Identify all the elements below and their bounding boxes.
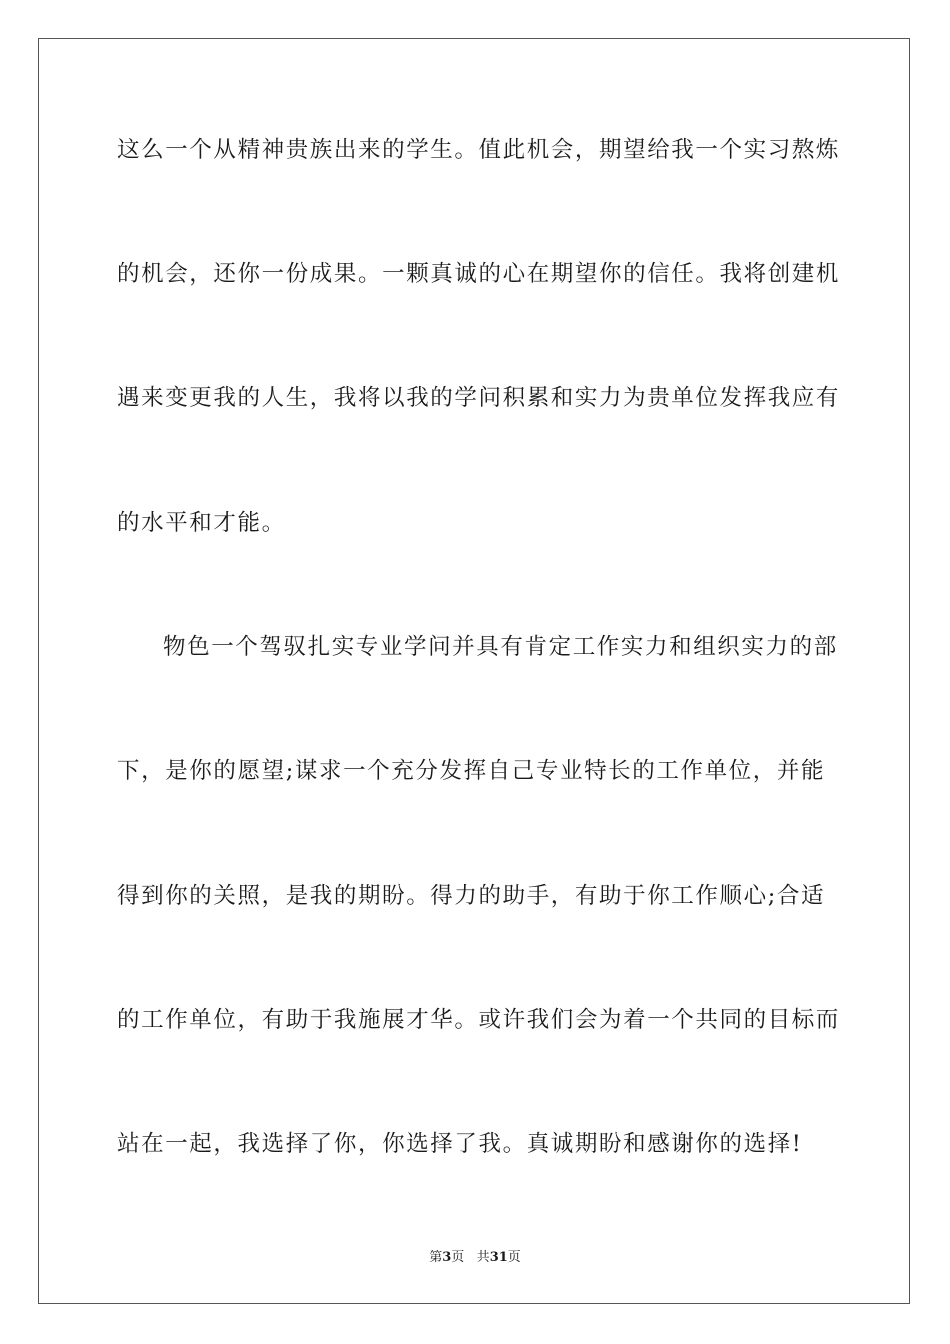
paragraph-line: 这么一个从精神贵族出来的学生。值此机会，期望给我一个实习熬炼 [117, 137, 841, 163]
paragraph-line: 得到你的关照，是我的期盼。得力的助手，有助于你工作顺心;合适 [117, 883, 826, 909]
paragraph-line: 的工作单位，有助于我施展才华。或许我们会为着一个共同的目标而 [117, 1007, 841, 1033]
footer-total-suffix: 页 [507, 1250, 521, 1265]
paragraph-line: 遇来变更我的人生，我将以我的学问积累和实力为贵单位发挥我应有 [117, 385, 841, 411]
paragraph-line: 的水平和才能。 [117, 510, 286, 536]
paragraph-line: 物色一个驾驭扎实专业学问并具有肯定工作实力和组织实力的部 [163, 634, 838, 660]
paragraph-line: 的机会，还你一份成果。一颗真诚的心在期望你的信任。我将创建机 [117, 261, 841, 287]
page-frame [38, 38, 910, 1304]
footer-page-prefix: 第 [429, 1250, 443, 1265]
page-footer [0, 1249, 950, 1267]
paragraph-line: 站在一起，我选择了你，你选择了我。真诚期盼和感谢你的选择! [117, 1131, 803, 1157]
footer-total-pages: 31 [489, 1250, 508, 1265]
footer-page-number: 3 [442, 1250, 452, 1265]
footer-total-prefix: 共 [476, 1250, 490, 1265]
footer-page-suffix: 页 [451, 1250, 465, 1265]
paragraph-line: 下，是你的愿望;谋求一个充分发挥自己专业特长的工作单位，并能 [117, 758, 826, 784]
